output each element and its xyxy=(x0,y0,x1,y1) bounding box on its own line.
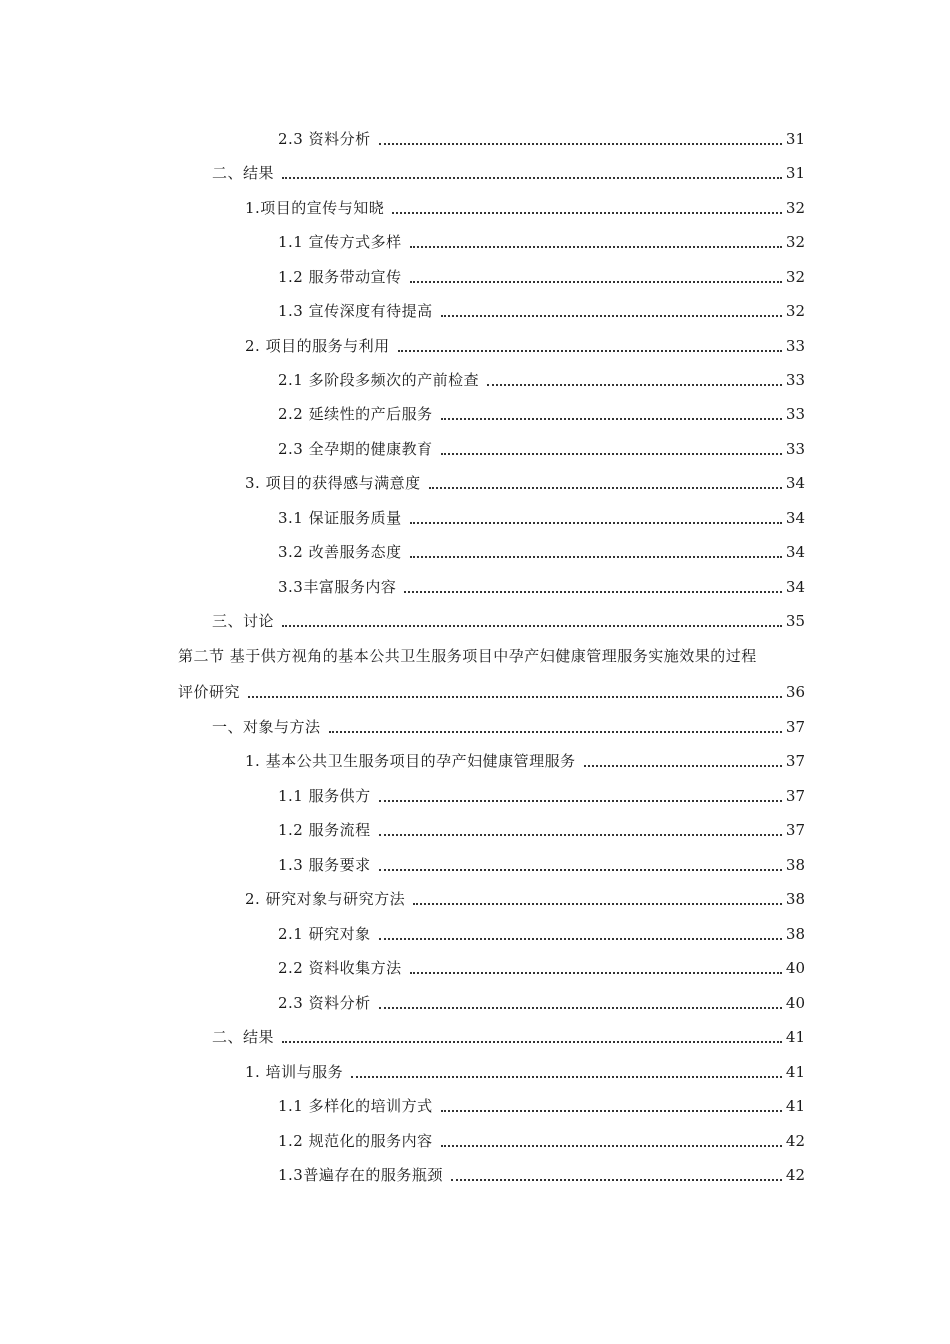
toc-dot-leader xyxy=(379,143,782,145)
toc-entry[interactable] xyxy=(278,265,805,289)
toc-page-number: 32 xyxy=(785,199,805,217)
toc-page-number: 40 xyxy=(785,994,805,1012)
toc-page-number: 31 xyxy=(785,130,805,148)
toc-dot-leader xyxy=(441,1145,782,1147)
toc-entry[interactable] xyxy=(245,887,805,911)
toc-page-number: 33 xyxy=(785,371,805,389)
toc-dot-leader xyxy=(410,972,782,974)
toc-page-number: 41 xyxy=(785,1097,805,1115)
toc-dot-leader xyxy=(410,522,782,524)
toc-dot-leader xyxy=(379,938,782,940)
toc-dot-leader xyxy=(248,696,782,698)
toc-dot-leader xyxy=(282,625,782,627)
toc-page-number: 41 xyxy=(785,1063,805,1081)
toc-dot-leader xyxy=(429,487,782,489)
toc-dot-leader xyxy=(329,731,782,733)
toc-entry[interactable] xyxy=(278,818,805,842)
toc-page-number: 38 xyxy=(785,890,805,908)
toc-entry[interactable] xyxy=(212,161,805,185)
toc-page-number: 38 xyxy=(785,856,805,874)
toc-page-number: 32 xyxy=(785,233,805,251)
toc-dot-leader xyxy=(282,1041,782,1043)
toc-dot-leader xyxy=(410,246,782,248)
toc-entry[interactable] xyxy=(212,1025,805,1049)
toc-entry-title: 1. 基本公共卫生服务项目的孕产妇健康管理服务 xyxy=(245,752,576,770)
toc-entry-title: 1.1 宣传方式多样 xyxy=(278,233,402,251)
toc-entry-title: 评价研究 xyxy=(178,683,241,701)
toc-dot-leader xyxy=(441,315,782,317)
toc-entry[interactable] xyxy=(245,334,805,358)
toc-dot-leader xyxy=(351,1076,782,1078)
toc-entry-title: 2.3 资料分析 xyxy=(278,130,371,148)
toc-entry[interactable] xyxy=(245,471,805,495)
toc-entry-title: 3.2 改善服务态度 xyxy=(278,543,402,561)
toc-page-number: 31 xyxy=(785,164,805,182)
toc-dot-leader xyxy=(410,281,782,283)
toc-entry-title: 3.3丰富服务内容 xyxy=(278,578,397,596)
toc-entry[interactable] xyxy=(212,609,805,633)
toc-entry[interactable] xyxy=(278,368,805,392)
toc-entry-title: 1.2 服务带动宣传 xyxy=(278,268,402,286)
toc-entry-title: 1.3 宣传深度有待提高 xyxy=(278,302,433,320)
toc-entry-title: 2.2 资料收集方法 xyxy=(278,959,402,977)
toc-dot-leader xyxy=(398,350,782,352)
toc-entry-title: 1.项目的宣传与知晓 xyxy=(245,199,385,217)
toc-entry-title: 2.2 延续性的产后服务 xyxy=(278,405,433,423)
toc-entry[interactable] xyxy=(278,575,805,599)
toc-dot-leader xyxy=(282,177,782,179)
toc-entry-title: 1.3普遍存在的服务瓶颈 xyxy=(278,1166,443,1184)
toc-entry-title: 2. 项目的服务与利用 xyxy=(245,337,390,355)
toc-page-number: 38 xyxy=(785,925,805,943)
toc-dot-leader xyxy=(379,800,782,802)
toc-dot-leader xyxy=(441,418,782,420)
toc-dot-leader xyxy=(441,453,782,455)
toc-entry[interactable] xyxy=(278,1163,805,1187)
toc-dot-leader xyxy=(487,384,782,386)
toc-page-number: 33 xyxy=(785,337,805,355)
toc-dot-leader xyxy=(392,212,782,214)
toc-entry-title: 2.1 多阶段多频次的产前检查 xyxy=(278,371,480,389)
toc-entry[interactable] xyxy=(278,1129,805,1153)
toc-entry[interactable] xyxy=(278,784,805,808)
toc-entry[interactable] xyxy=(278,853,805,877)
toc-entry[interactable] xyxy=(245,196,805,220)
toc-entry[interactable] xyxy=(278,991,805,1015)
toc-entry[interactable] xyxy=(212,715,805,739)
toc-entry[interactable] xyxy=(278,956,805,980)
toc-page-number: 41 xyxy=(785,1028,805,1046)
toc-page-number: 33 xyxy=(785,440,805,458)
toc-dot-leader xyxy=(441,1110,782,1112)
toc-entry[interactable] xyxy=(278,540,805,564)
toc-entry[interactable] xyxy=(245,1060,805,1084)
toc-section-heading[interactable]: 第二节 基于供方视角的基本公共卫生服务项目中孕产妇健康管理服务实施效果的过程 xyxy=(178,647,757,665)
toc-entry-title: 2.3 资料分析 xyxy=(278,994,371,1012)
toc-page-number: 35 xyxy=(785,612,805,630)
toc-page-number: 42 xyxy=(785,1132,805,1150)
toc-dot-leader xyxy=(379,834,782,836)
toc-dot-leader xyxy=(410,556,782,558)
toc-entry-title: 二、结果 xyxy=(212,1028,275,1046)
toc-entry-title: 1.2 规范化的服务内容 xyxy=(278,1132,433,1150)
toc-page-number: 34 xyxy=(785,578,805,596)
toc-dot-leader xyxy=(404,591,782,593)
toc-entry[interactable] xyxy=(245,749,805,773)
toc-page-number: 34 xyxy=(785,509,805,527)
toc-dot-leader xyxy=(379,869,782,871)
toc-entry-title: 2. 研究对象与研究方法 xyxy=(245,890,406,908)
toc-page-number: 32 xyxy=(785,302,805,320)
toc-page-number: 32 xyxy=(785,268,805,286)
toc-entry-title: 3.1 保证服务质量 xyxy=(278,509,402,527)
toc-entry[interactable] xyxy=(278,1094,805,1118)
toc-entry-title: 2.1 研究对象 xyxy=(278,925,371,943)
toc-dot-leader xyxy=(413,903,782,905)
toc-entry-title: 3. 项目的获得感与满意度 xyxy=(245,474,421,492)
toc-entry-title: 三、讨论 xyxy=(212,612,275,630)
toc-entry[interactable] xyxy=(278,127,805,151)
toc-entry[interactable] xyxy=(278,230,805,254)
toc-page-number: 34 xyxy=(785,474,805,492)
toc-dot-leader xyxy=(451,1179,782,1181)
toc-entry[interactable] xyxy=(278,299,805,323)
toc-page-number: 40 xyxy=(785,959,805,977)
toc-entry[interactable] xyxy=(278,437,805,461)
toc-page-number: 42 xyxy=(785,1166,805,1184)
toc-entry[interactable] xyxy=(278,922,805,946)
toc-page-number: 37 xyxy=(785,821,805,839)
toc-entry[interactable] xyxy=(178,680,805,704)
toc-entry-title: 1.1 多样化的培训方式 xyxy=(278,1097,433,1115)
toc-entry-title: 二、结果 xyxy=(212,164,275,182)
toc-page-number: 33 xyxy=(785,405,805,423)
toc-dot-leader xyxy=(584,765,782,767)
toc-page-number: 37 xyxy=(785,787,805,805)
toc-entry-title: 2.3 全孕期的健康教育 xyxy=(278,440,433,458)
toc-entry-title: 1. 培训与服务 xyxy=(245,1063,344,1081)
toc-entry-title: 一、对象与方法 xyxy=(212,718,321,736)
toc-page-number: 36 xyxy=(785,683,805,701)
toc-page-number: 37 xyxy=(785,718,805,736)
toc-entry-title: 1.2 服务流程 xyxy=(278,821,371,839)
toc-entry-title: 1.3 服务要求 xyxy=(278,856,371,874)
toc-page-number: 37 xyxy=(785,752,805,770)
toc-dot-leader xyxy=(379,1007,782,1009)
toc-entry[interactable] xyxy=(278,402,805,426)
toc-entry-title: 1.1 服务供方 xyxy=(278,787,371,805)
toc-page-number: 34 xyxy=(785,543,805,561)
toc-entry[interactable] xyxy=(278,506,805,530)
